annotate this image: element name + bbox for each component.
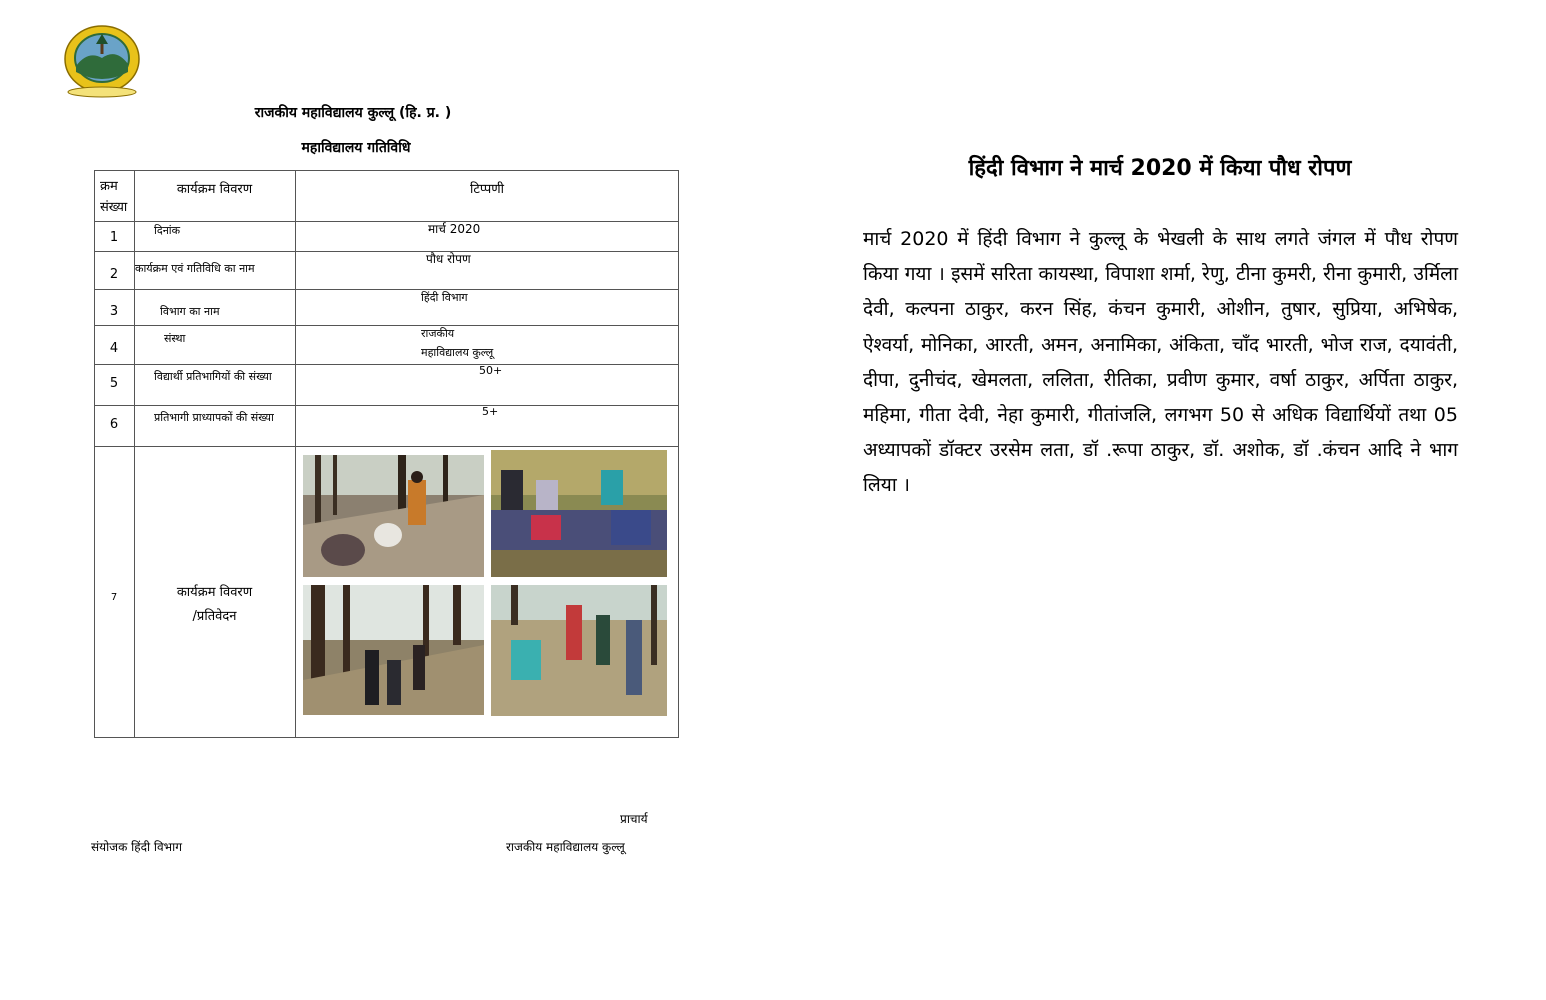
row-label-teachers: प्रतिभागी प्राध्यापकों की संख्या [154,411,274,424]
row-label-students: विद्यार्थी प्रतिभागियों की संख्या [154,370,272,383]
row-number: 2 [109,267,119,282]
header-description: कार्यक्रम विवरण [176,182,253,197]
row-value-date: मार्च 2020 [428,222,481,236]
row-number: 6 [109,417,119,432]
college-title: राजकीय महाविद्यालय कुल्लू (हि. प्र. ) [254,105,452,121]
college-emblem-logo [62,24,142,98]
row-value-institution: राजकीय [421,327,455,340]
row-number: 1 [109,230,119,245]
row-label-institution: संस्था [164,332,186,345]
plantation-photo [491,585,667,716]
row-label-report-2: /प्रतिवेदन [192,609,237,624]
row-number: 5 [109,376,119,391]
row-label-date: दिनांक [154,224,181,237]
article-title: हिंदी विभाग ने मार्च 2020 में किया पौध रोपण [968,156,1352,181]
row-value-teachers: 5+ [482,405,499,418]
plantation-photo [303,585,484,715]
row-value-institution-2: महाविद्यालय कुल्लू [421,346,494,359]
activity-title: महाविद्यालय गतिविधि [301,140,411,156]
row-label-department: विभाग का नाम [160,305,220,318]
row-label-report: कार्यक्रम विवरण [176,585,253,600]
plantation-photo [491,450,667,577]
row-value-program: पौध रोपण [426,252,471,266]
row-value-department: हिंदी विभाग [421,291,468,304]
row-number: 7 [110,592,118,603]
row-value-students: 50+ [479,364,503,377]
activity-table [94,170,679,738]
coordinator-label: संयोजक हिंदी विभाग [91,840,182,854]
plantation-photo [303,455,484,577]
row-number: 4 [109,341,119,356]
row-label-program: कार्यक्रम एवं गतिविधि का नाम [135,262,255,275]
row-number: 3 [109,304,119,319]
principal-college: राजकीय महाविद्यालय कुल्लू [506,840,625,854]
header-remark: टिप्पणी [469,182,505,197]
principal-label: प्राचार्य [620,812,648,826]
header-serial: क्रम संख्या [100,179,128,215]
article-body: मार्च 2020 में हिंदी विभाग ने कुल्लू के भेखली के साथ लगते जंगल में पौध रोपण किया गया । इसमें सरिता कायस्था, विपाशा शर्मा, रेणु, टीना कुमरी, रीना कुमारी, उर्मिला देवी, कल्पना ठाकुर, करन सिंह, कंचन कुमारी, ओशीन, तुषार, सुप्रिया, अभिषेक, ऐश्वर्या, मोनिका, आरती, अमन, अनामिका, अंकिता, चाँद भारती, भोज राज, दयावंती, दीपा, दुनीचंद, खेमलता, ललिता, रीतिका, प्रवीण कुमार, वर्षा ठाकुर, अर्पिता ठाकुर, महिमा, गीता देवी, नेहा कुमारी, गीतांजलि, लगभग 50 से अधिक विद्यार्थियों तथा 05 अध्यापकों डॉक्टर उरसेम लता, डॉ .रूपा ठाकुर, डॉ. अशोक, डॉ .कंचन आदि ने भाग लिया । [863,228,1458,497]
